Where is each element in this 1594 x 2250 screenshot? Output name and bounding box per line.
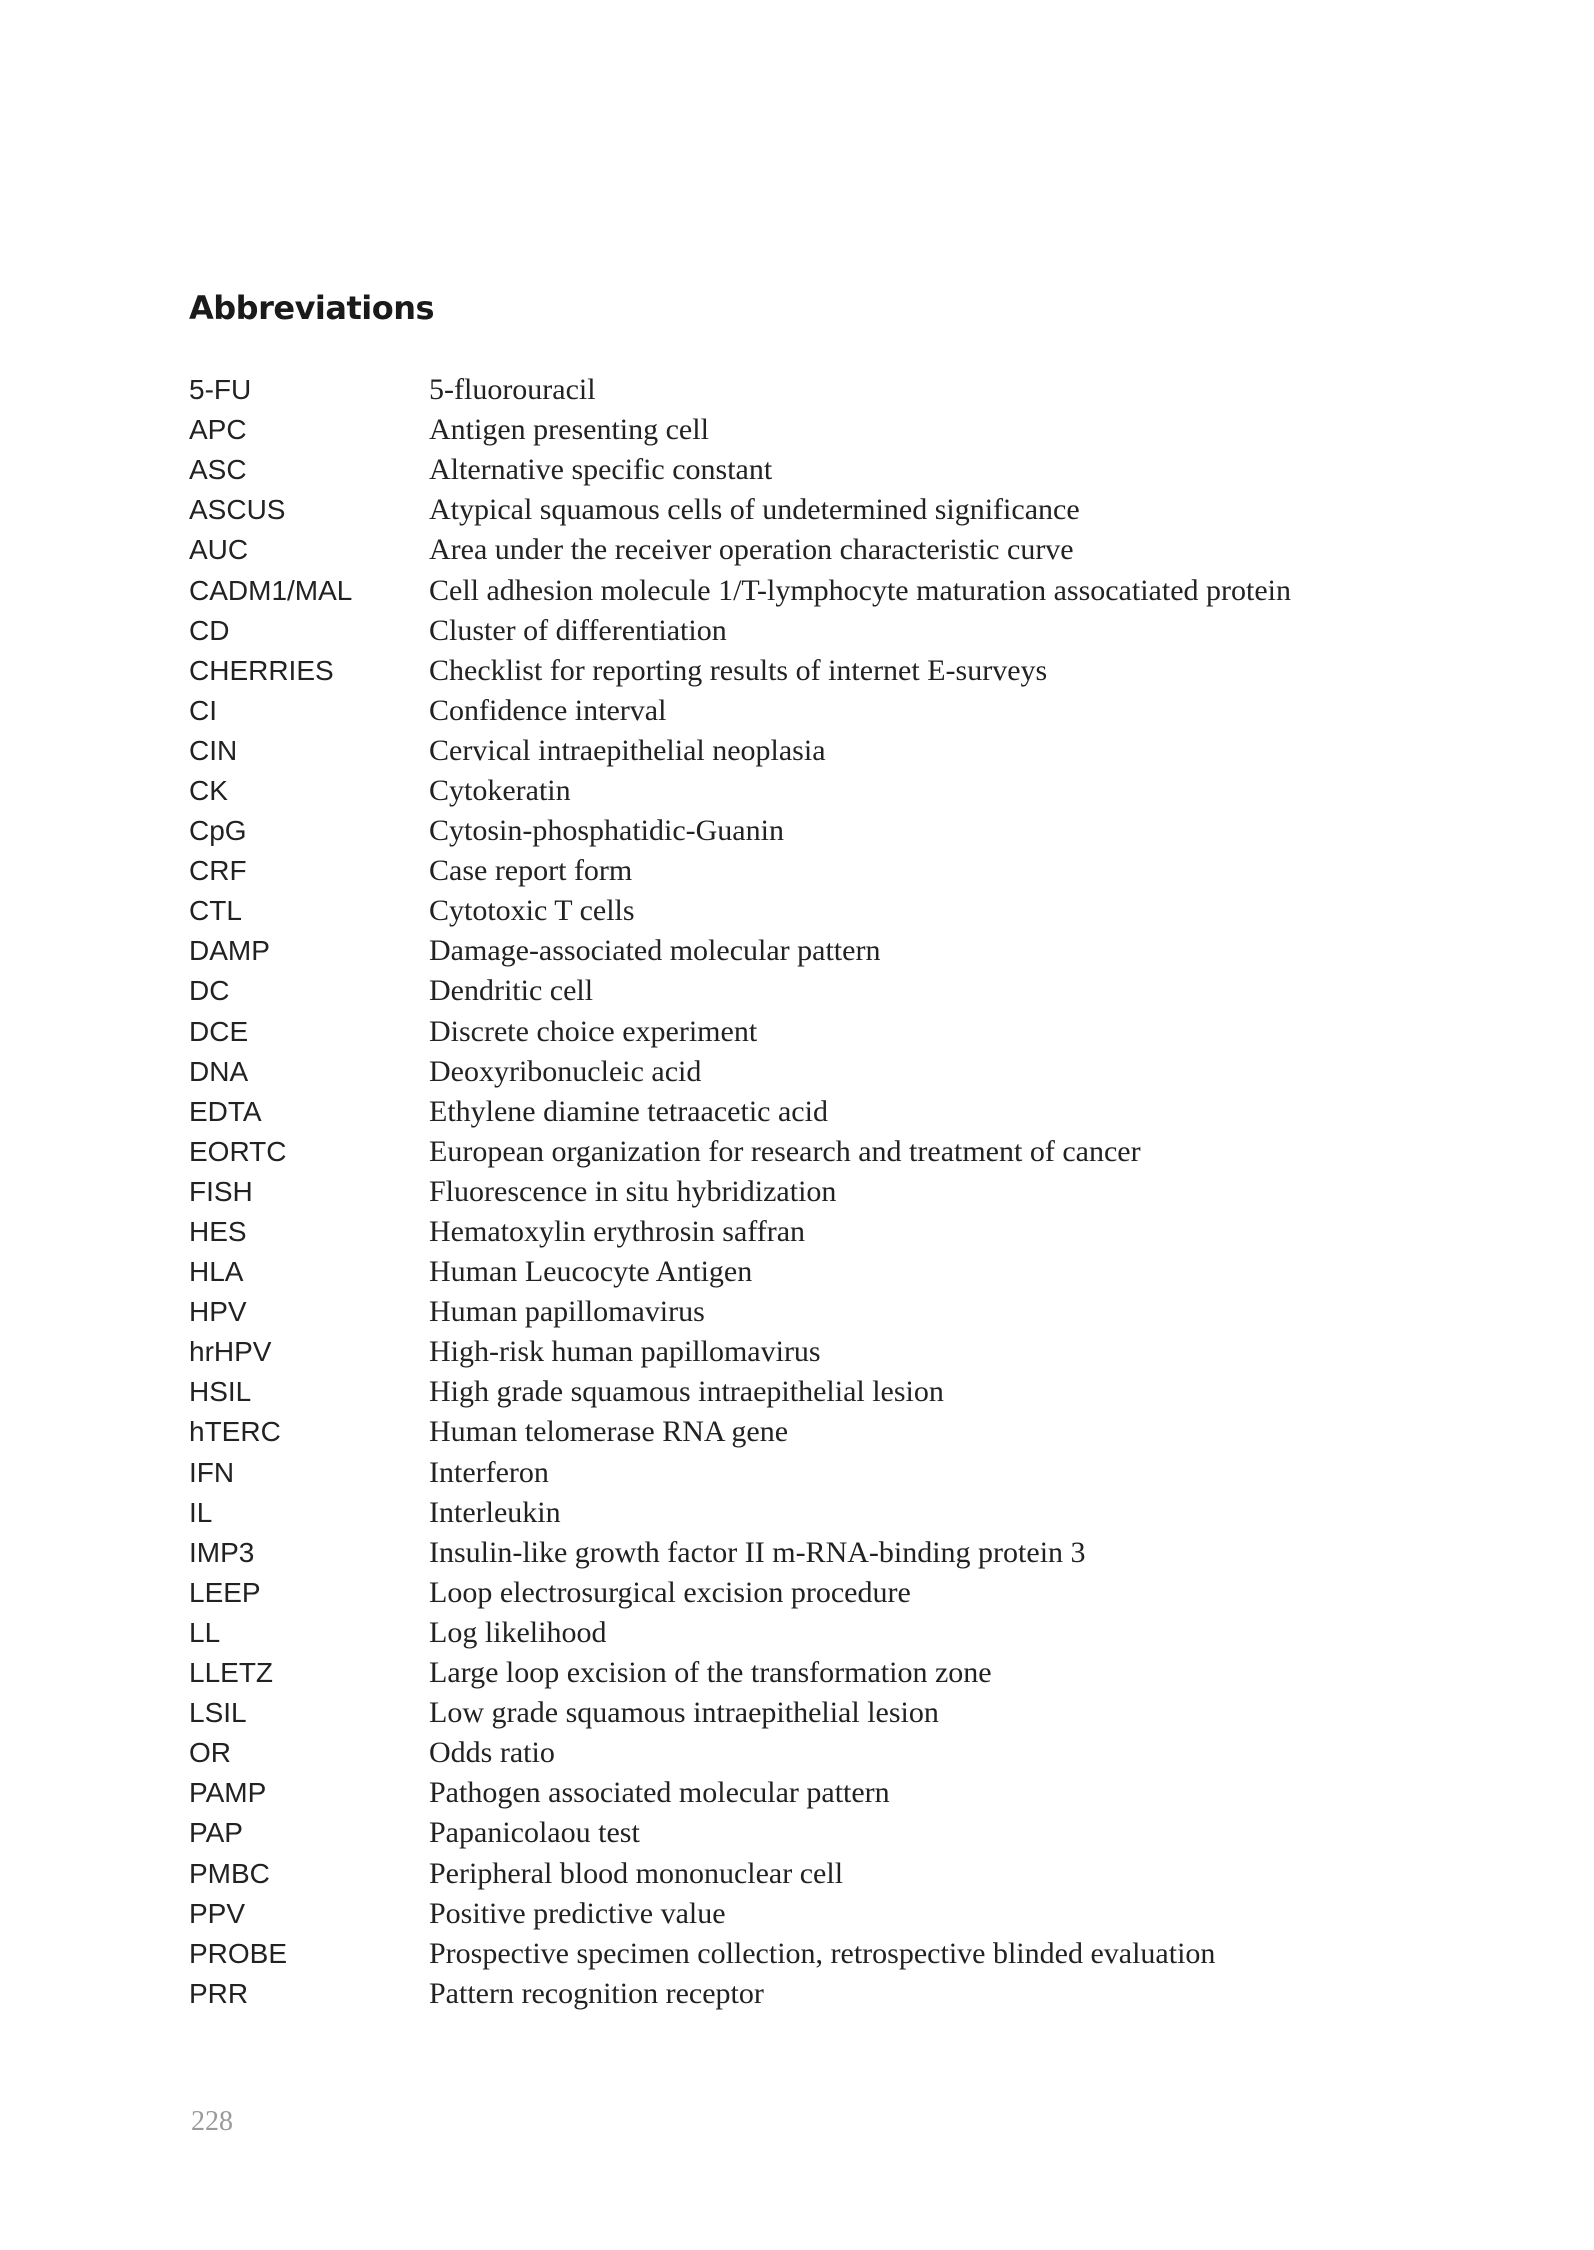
abbreviation-term: HSIL (189, 1376, 252, 1408)
abbreviation-term: CK (189, 774, 228, 806)
abbreviation-row (189, 1052, 1439, 1092)
abbreviation-row (189, 1172, 1439, 1212)
abbreviation-term: DNA (189, 1055, 249, 1087)
abbreviation-definition: Prospective specimen collection, retrospective blinded evaluation (429, 1936, 1216, 1970)
abbreviation-definition: Atypical squamous cells of undetermined significance (429, 493, 1080, 527)
abbreviation-row (189, 1372, 1439, 1412)
abbreviation-term: CHERRIES (189, 654, 334, 686)
abbreviation-term: FISH (189, 1175, 253, 1207)
abbreviation-definition: Area under the receiver operation characteristic curve (429, 533, 1074, 567)
abbreviation-definition: Large loop excision of the transformation zone (429, 1656, 992, 1690)
abbreviation-row (189, 851, 1439, 891)
abbreviation-row (189, 1693, 1439, 1733)
abbreviation-row (189, 1332, 1439, 1372)
abbreviation-term: OR (189, 1737, 231, 1769)
abbreviation-term: LL (189, 1616, 221, 1648)
abbreviation-term: PPV (189, 1897, 246, 1929)
abbreviation-definition: Checklist for reporting results of internet E-surveys (429, 653, 1048, 687)
abbreviation-row (189, 931, 1439, 971)
abbreviation-row (189, 651, 1439, 691)
abbreviation-definition: Human telomerase RNA gene (429, 1415, 789, 1449)
abbreviation-term: PAP (189, 1817, 243, 1849)
abbreviation-definition: High grade squamous intraepithelial lesion (429, 1375, 944, 1409)
abbreviation-row (189, 530, 1439, 570)
abbreviation-definition: Fluorescence in situ hybridization (429, 1174, 837, 1208)
abbreviation-term: LSIL (189, 1697, 247, 1729)
page-number: 228 (191, 2106, 233, 2137)
abbreviation-term: IMP3 (189, 1536, 255, 1568)
abbreviation-row (189, 1092, 1439, 1132)
abbreviation-definition: Confidence interval (429, 693, 667, 727)
abbreviation-row (189, 1493, 1439, 1533)
abbreviation-definition: Pattern recognition receptor (429, 1976, 764, 2010)
abbreviation-definition: Ethylene diamine tetraacetic acid (429, 1094, 828, 1128)
abbreviation-row (189, 731, 1439, 771)
abbreviation-definition: Cell adhesion molecule 1/T-lymphocyte maturation assocatiated protein (429, 573, 1291, 607)
abbreviation-term: ASC (189, 454, 247, 486)
abbreviation-term: EDTA (189, 1095, 262, 1127)
abbreviation-row (189, 1012, 1439, 1052)
abbreviation-row (189, 1412, 1439, 1452)
abbreviation-term: CRF (189, 855, 247, 887)
abbreviation-row (189, 771, 1439, 811)
abbreviation-term: ASCUS (189, 494, 286, 526)
abbreviation-row (189, 971, 1439, 1011)
abbreviation-definition: Human papillomavirus (429, 1295, 705, 1329)
abbreviation-term: LEEP (189, 1576, 261, 1608)
abbreviation-row (189, 1533, 1439, 1573)
abbreviation-row (189, 891, 1439, 931)
abbreviation-definition: Deoxyribonucleic acid (429, 1054, 702, 1088)
abbreviation-row (189, 450, 1439, 490)
abbreviation-term: hTERC (189, 1416, 281, 1448)
abbreviation-definition: Antigen presenting cell (429, 413, 709, 447)
abbreviation-definition: Low grade squamous intraepithelial lesion (429, 1696, 939, 1730)
abbreviation-definition: Damage-associated molecular pattern (429, 934, 881, 968)
abbreviation-row (189, 1773, 1439, 1813)
abbreviation-row (189, 1853, 1439, 1893)
abbreviation-row (189, 1613, 1439, 1653)
abbreviation-definition: Papanicolaou test (429, 1816, 640, 1850)
abbreviation-term: IFN (189, 1456, 235, 1488)
abbreviation-list (189, 370, 1439, 2014)
abbreviation-row (189, 410, 1439, 450)
abbreviation-definition: Peripheral blood mononuclear cell (429, 1856, 844, 1890)
abbreviation-term: AUC (189, 534, 249, 566)
abbreviation-term: DC (189, 975, 230, 1007)
abbreviation-definition: Cytokeratin (429, 773, 571, 807)
abbreviation-definition: Interferon (429, 1455, 549, 1489)
abbreviation-row (189, 1974, 1439, 2014)
abbreviation-term: CTL (189, 895, 242, 927)
abbreviation-definition: Cluster of differentiation (429, 613, 727, 647)
abbreviation-term: CD (189, 614, 230, 646)
abbreviation-row (189, 811, 1439, 851)
abbreviation-row (189, 570, 1439, 610)
abbreviation-definition: Dendritic cell (429, 974, 594, 1008)
abbreviation-row (189, 1252, 1439, 1292)
abbreviation-term: hrHPV (189, 1336, 272, 1368)
abbreviation-row (189, 1934, 1439, 1974)
abbreviation-definition: Cytosin-phosphatidic-Guanin (429, 814, 784, 848)
abbreviation-term: APC (189, 414, 247, 446)
abbreviation-definition: Discrete choice experiment (429, 1014, 758, 1048)
abbreviation-row (189, 1813, 1439, 1853)
abbreviation-term: DCE (189, 1015, 249, 1047)
abbreviation-row (189, 490, 1439, 530)
abbreviation-definition: Positive predictive value (429, 1896, 726, 1930)
abbreviation-term: HLA (189, 1256, 244, 1288)
abbreviation-definition: Log likelihood (429, 1615, 607, 1649)
abbreviation-term: CIN (189, 734, 238, 766)
abbreviation-term: CI (189, 694, 217, 726)
abbreviation-definition: Human Leucocyte Antigen (429, 1255, 753, 1289)
abbreviation-term: LLETZ (189, 1657, 274, 1689)
abbreviation-row (189, 611, 1439, 651)
page-title: Abbreviations (189, 289, 435, 327)
abbreviation-term: EORTC (189, 1135, 287, 1167)
abbreviation-definition: Case report form (429, 854, 633, 888)
abbreviation-definition: Loop electrosurgical excision procedure (429, 1575, 911, 1609)
abbreviation-term: 5-FU (189, 374, 252, 406)
abbreviation-definition: Insulin-like growth factor II m-RNA-binding protein 3 (429, 1535, 1086, 1569)
abbreviation-definition: Cervical intraepithelial neoplasia (429, 733, 826, 767)
abbreviation-row (189, 1573, 1439, 1613)
abbreviation-row (189, 1132, 1439, 1172)
abbreviation-term: PRR (189, 1977, 249, 2009)
abbreviation-row (189, 1212, 1439, 1252)
abbreviation-term: CADM1/MAL (189, 574, 353, 606)
abbreviation-term: PROBE (189, 1937, 288, 1969)
abbreviation-row (189, 1653, 1439, 1693)
abbreviation-definition: European organization for research and treatment of cancer (429, 1134, 1141, 1168)
abbreviation-term: PAMP (189, 1777, 267, 1809)
abbreviation-term: CpG (189, 815, 247, 847)
abbreviation-definition: 5-fluorouracil (429, 373, 596, 407)
abbreviation-row (189, 1733, 1439, 1773)
abbreviation-definition: Hematoxylin erythrosin saffran (429, 1215, 806, 1249)
abbreviation-row (189, 1894, 1439, 1934)
abbreviation-row (189, 370, 1439, 410)
abbreviation-definition: Cytotoxic T cells (429, 894, 635, 928)
abbreviation-term: PMBC (189, 1857, 270, 1889)
abbreviation-row (189, 691, 1439, 731)
abbreviation-definition: Interleukin (429, 1495, 561, 1529)
abbreviation-definition: Alternative specific constant (429, 453, 773, 487)
abbreviation-term: IL (189, 1496, 213, 1528)
abbreviation-term: HES (189, 1216, 247, 1248)
abbreviation-definition: Odds ratio (429, 1736, 555, 1770)
abbreviation-row (189, 1453, 1439, 1493)
abbreviation-term: HPV (189, 1296, 247, 1328)
abbreviation-term: DAMP (189, 935, 270, 967)
abbreviation-row (189, 1292, 1439, 1332)
abbreviation-definition: Pathogen associated molecular pattern (429, 1776, 890, 1810)
abbreviation-definition: High-risk human papillomavirus (429, 1335, 821, 1369)
